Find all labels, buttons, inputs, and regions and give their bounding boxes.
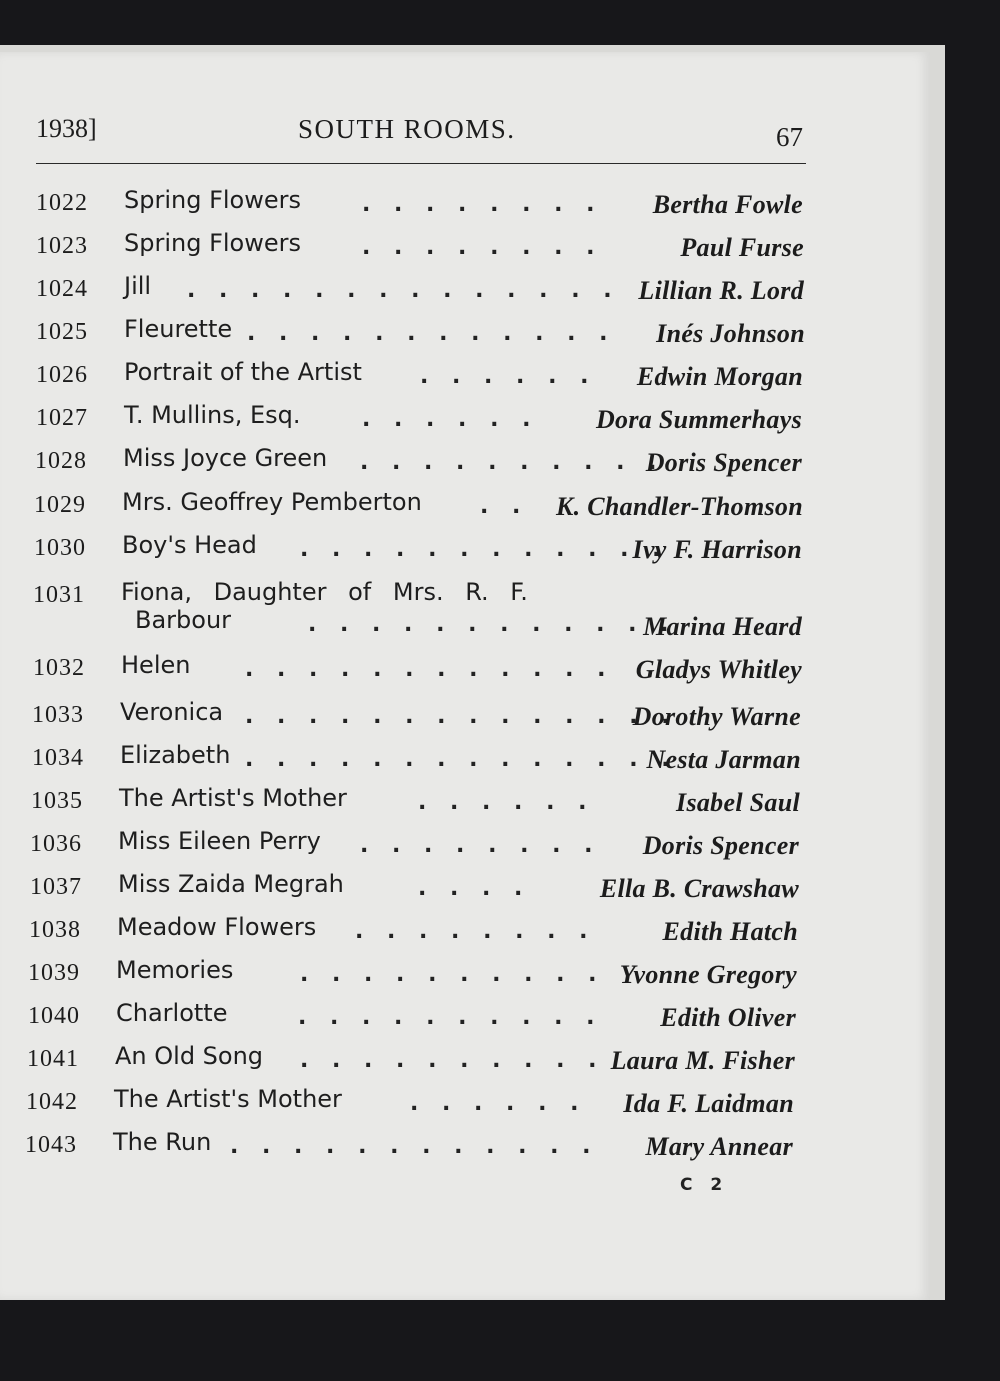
catalogue-entry bbox=[28, 999, 796, 1043]
entry-title-continued: Barbour bbox=[135, 606, 232, 634]
running-header bbox=[0, 110, 1000, 160]
header-year: 1938] bbox=[36, 114, 97, 143]
page-number: 67 bbox=[776, 122, 803, 152]
entry-artist: Edith Oliver bbox=[660, 1003, 796, 1032]
entry-title: Meadow Flowers bbox=[117, 913, 317, 941]
dot-leader: . . bbox=[480, 494, 524, 519]
entry-artist: Isabel Saul bbox=[676, 788, 800, 817]
catalogue-entry bbox=[36, 186, 803, 230]
entry-artist: Nesta Jarman bbox=[646, 745, 801, 774]
dot-leader: . . . . . . . . bbox=[362, 235, 598, 260]
entry-artist: Marina Heard bbox=[643, 612, 802, 641]
entry-number: 1026 bbox=[36, 362, 88, 388]
entry-title: Memories bbox=[116, 956, 234, 984]
catalogue-entry bbox=[36, 315, 805, 359]
entry-artist: K. Chandler-Thomson bbox=[556, 492, 803, 521]
entry-number: 1027 bbox=[36, 405, 88, 431]
dot-leader: . . . . . . bbox=[362, 407, 534, 432]
catalogue-entry bbox=[25, 1128, 793, 1172]
entry-title: Veronica bbox=[120, 698, 224, 726]
catalogue-entry bbox=[32, 698, 801, 742]
catalogue-entry bbox=[36, 229, 804, 273]
entry-artist: Edwin Morgan bbox=[636, 362, 803, 391]
entry-title: Miss Eileen Perry bbox=[118, 827, 321, 855]
catalogue-entry bbox=[36, 272, 804, 316]
entry-artist: Dorothy Warne bbox=[632, 702, 801, 731]
catalogue-entry bbox=[30, 870, 799, 914]
header-title: SOUTH ROOMS. bbox=[298, 114, 516, 144]
entry-number: 1034 bbox=[32, 745, 84, 771]
entry-number: 1031 bbox=[33, 582, 85, 608]
catalogue-entry bbox=[27, 1042, 795, 1086]
entry-number: 1029 bbox=[34, 492, 86, 518]
dot-leader: . . . . . . bbox=[418, 790, 590, 815]
dot-leader: . . . . . . . . . . . . bbox=[308, 612, 672, 637]
entry-number: 1039 bbox=[28, 960, 80, 986]
entry-number: 1030 bbox=[34, 535, 86, 561]
entry-title: T. Mullins, Esq. bbox=[124, 401, 301, 429]
dot-leader: . . . . . . bbox=[420, 364, 592, 389]
entry-artist: Bertha Fowle bbox=[652, 190, 803, 219]
dot-leader: . . . . . . bbox=[410, 1091, 582, 1116]
entry-title: Jill bbox=[124, 272, 152, 300]
entry-number: 1041 bbox=[27, 1046, 79, 1072]
entry-title: Spring Flowers bbox=[124, 229, 301, 257]
entry-title: Miss Zaida Megrah bbox=[118, 870, 344, 898]
catalogue-entry bbox=[36, 358, 803, 402]
dot-leader: . . . . . . . . . . . . . . bbox=[245, 747, 673, 772]
entry-title: Fiona, Daughter of Mrs. R. F. bbox=[121, 578, 528, 606]
entry-title: An Old Song bbox=[115, 1042, 264, 1070]
entry-number: 1036 bbox=[30, 831, 82, 857]
entry-artist: Doris Spencer bbox=[642, 831, 799, 860]
entry-artist: Lillian R. Lord bbox=[638, 276, 804, 305]
entry-artist: Ida F. Laidman bbox=[623, 1089, 794, 1118]
dot-leader: . . . . . . . . . . . . . . bbox=[187, 278, 615, 303]
dot-leader: . . . . . . . . bbox=[362, 192, 598, 217]
entry-title: Spring Flowers bbox=[124, 186, 301, 214]
dot-leader: . . . . . . . . . . bbox=[360, 450, 660, 475]
entry-title: Mrs. Geoffrey Pemberton bbox=[122, 488, 422, 516]
catalogue-entry bbox=[33, 578, 802, 641]
entry-number: 1037 bbox=[30, 874, 82, 900]
entry-number: 1038 bbox=[29, 917, 81, 943]
catalogue-entry bbox=[26, 1085, 794, 1129]
entry-title: Portrait of the Artist bbox=[124, 358, 362, 386]
entry-number: 1042 bbox=[26, 1089, 78, 1115]
entry-artist: Ivy F. Harrison bbox=[632, 535, 802, 564]
dot-leader: . . . . . . . . . . . . bbox=[245, 657, 609, 682]
entry-title: Charlotte bbox=[116, 999, 228, 1027]
catalogue-entry bbox=[29, 913, 798, 957]
entry-artist: Ella B. Crawshaw bbox=[599, 874, 799, 903]
entry-number: 1032 bbox=[33, 655, 85, 681]
entry-number: 1043 bbox=[25, 1132, 77, 1158]
dot-leader: . . . . . . . . . . . . . . bbox=[245, 704, 673, 729]
entry-artist: Gladys Whitley bbox=[635, 655, 802, 684]
entry-title: Helen bbox=[121, 651, 191, 679]
catalogue-entry bbox=[28, 956, 797, 1000]
catalogue-entry bbox=[32, 741, 801, 785]
catalogue-entry bbox=[31, 784, 800, 828]
entry-number: 1022 bbox=[36, 190, 88, 216]
entry-title: Miss Joyce Green bbox=[123, 444, 328, 472]
catalogue-entry bbox=[35, 444, 802, 488]
entry-artist: Inés Johnson bbox=[656, 319, 805, 348]
header-rule bbox=[36, 163, 806, 164]
dot-leader: . . . . bbox=[418, 876, 526, 901]
signature-mark: C 2 bbox=[680, 1175, 729, 1195]
dot-leader: . . . . . . . . . . . . bbox=[300, 537, 664, 562]
catalogue-entry bbox=[30, 827, 799, 871]
entry-title: The Artist's Mother bbox=[114, 1085, 342, 1113]
entry-title: The Run bbox=[113, 1128, 212, 1156]
entry-number: 1025 bbox=[36, 319, 88, 345]
entry-title: Boy's Head bbox=[122, 531, 257, 559]
entry-number: 1024 bbox=[36, 276, 88, 302]
dot-leader: . . . . . . . . . . . . bbox=[247, 321, 611, 346]
entry-artist: Doris Spencer bbox=[645, 448, 802, 477]
entry-number: 1028 bbox=[35, 448, 87, 474]
dot-leader: . . . . . . . . bbox=[360, 833, 596, 858]
entry-number: 1023 bbox=[36, 233, 88, 259]
dot-leader: . . . . . . . . . . bbox=[298, 1005, 598, 1030]
entry-title: The Artist's Mother bbox=[119, 784, 347, 812]
entry-artist: Yvonne Gregory bbox=[619, 960, 797, 989]
entry-title: Fleurette bbox=[124, 315, 233, 343]
catalogue-entry bbox=[36, 401, 802, 445]
dot-leader: . . . . . . . . . . bbox=[300, 1048, 600, 1073]
entry-artist: Paul Furse bbox=[680, 233, 804, 262]
entry-number: 1033 bbox=[32, 702, 84, 728]
entry-number: 1040 bbox=[28, 1003, 80, 1029]
dot-leader: . . . . . . . . . . . . bbox=[230, 1134, 594, 1159]
entry-artist: Dora Summerhays bbox=[595, 405, 802, 434]
dot-leader: . . . . . . . . bbox=[355, 919, 591, 944]
catalogue-entry bbox=[34, 488, 803, 532]
catalogue-entry bbox=[34, 531, 802, 575]
catalogue-entry bbox=[33, 651, 802, 695]
entry-artist: Laura M. Fisher bbox=[610, 1046, 795, 1075]
entry-artist: Edith Hatch bbox=[662, 917, 798, 946]
entry-title: Elizabeth bbox=[120, 741, 231, 769]
dot-leader: . . . . . . . . . . bbox=[300, 962, 600, 987]
entry-number: 1035 bbox=[31, 788, 83, 814]
entry-artist: Mary Annear bbox=[645, 1132, 793, 1161]
